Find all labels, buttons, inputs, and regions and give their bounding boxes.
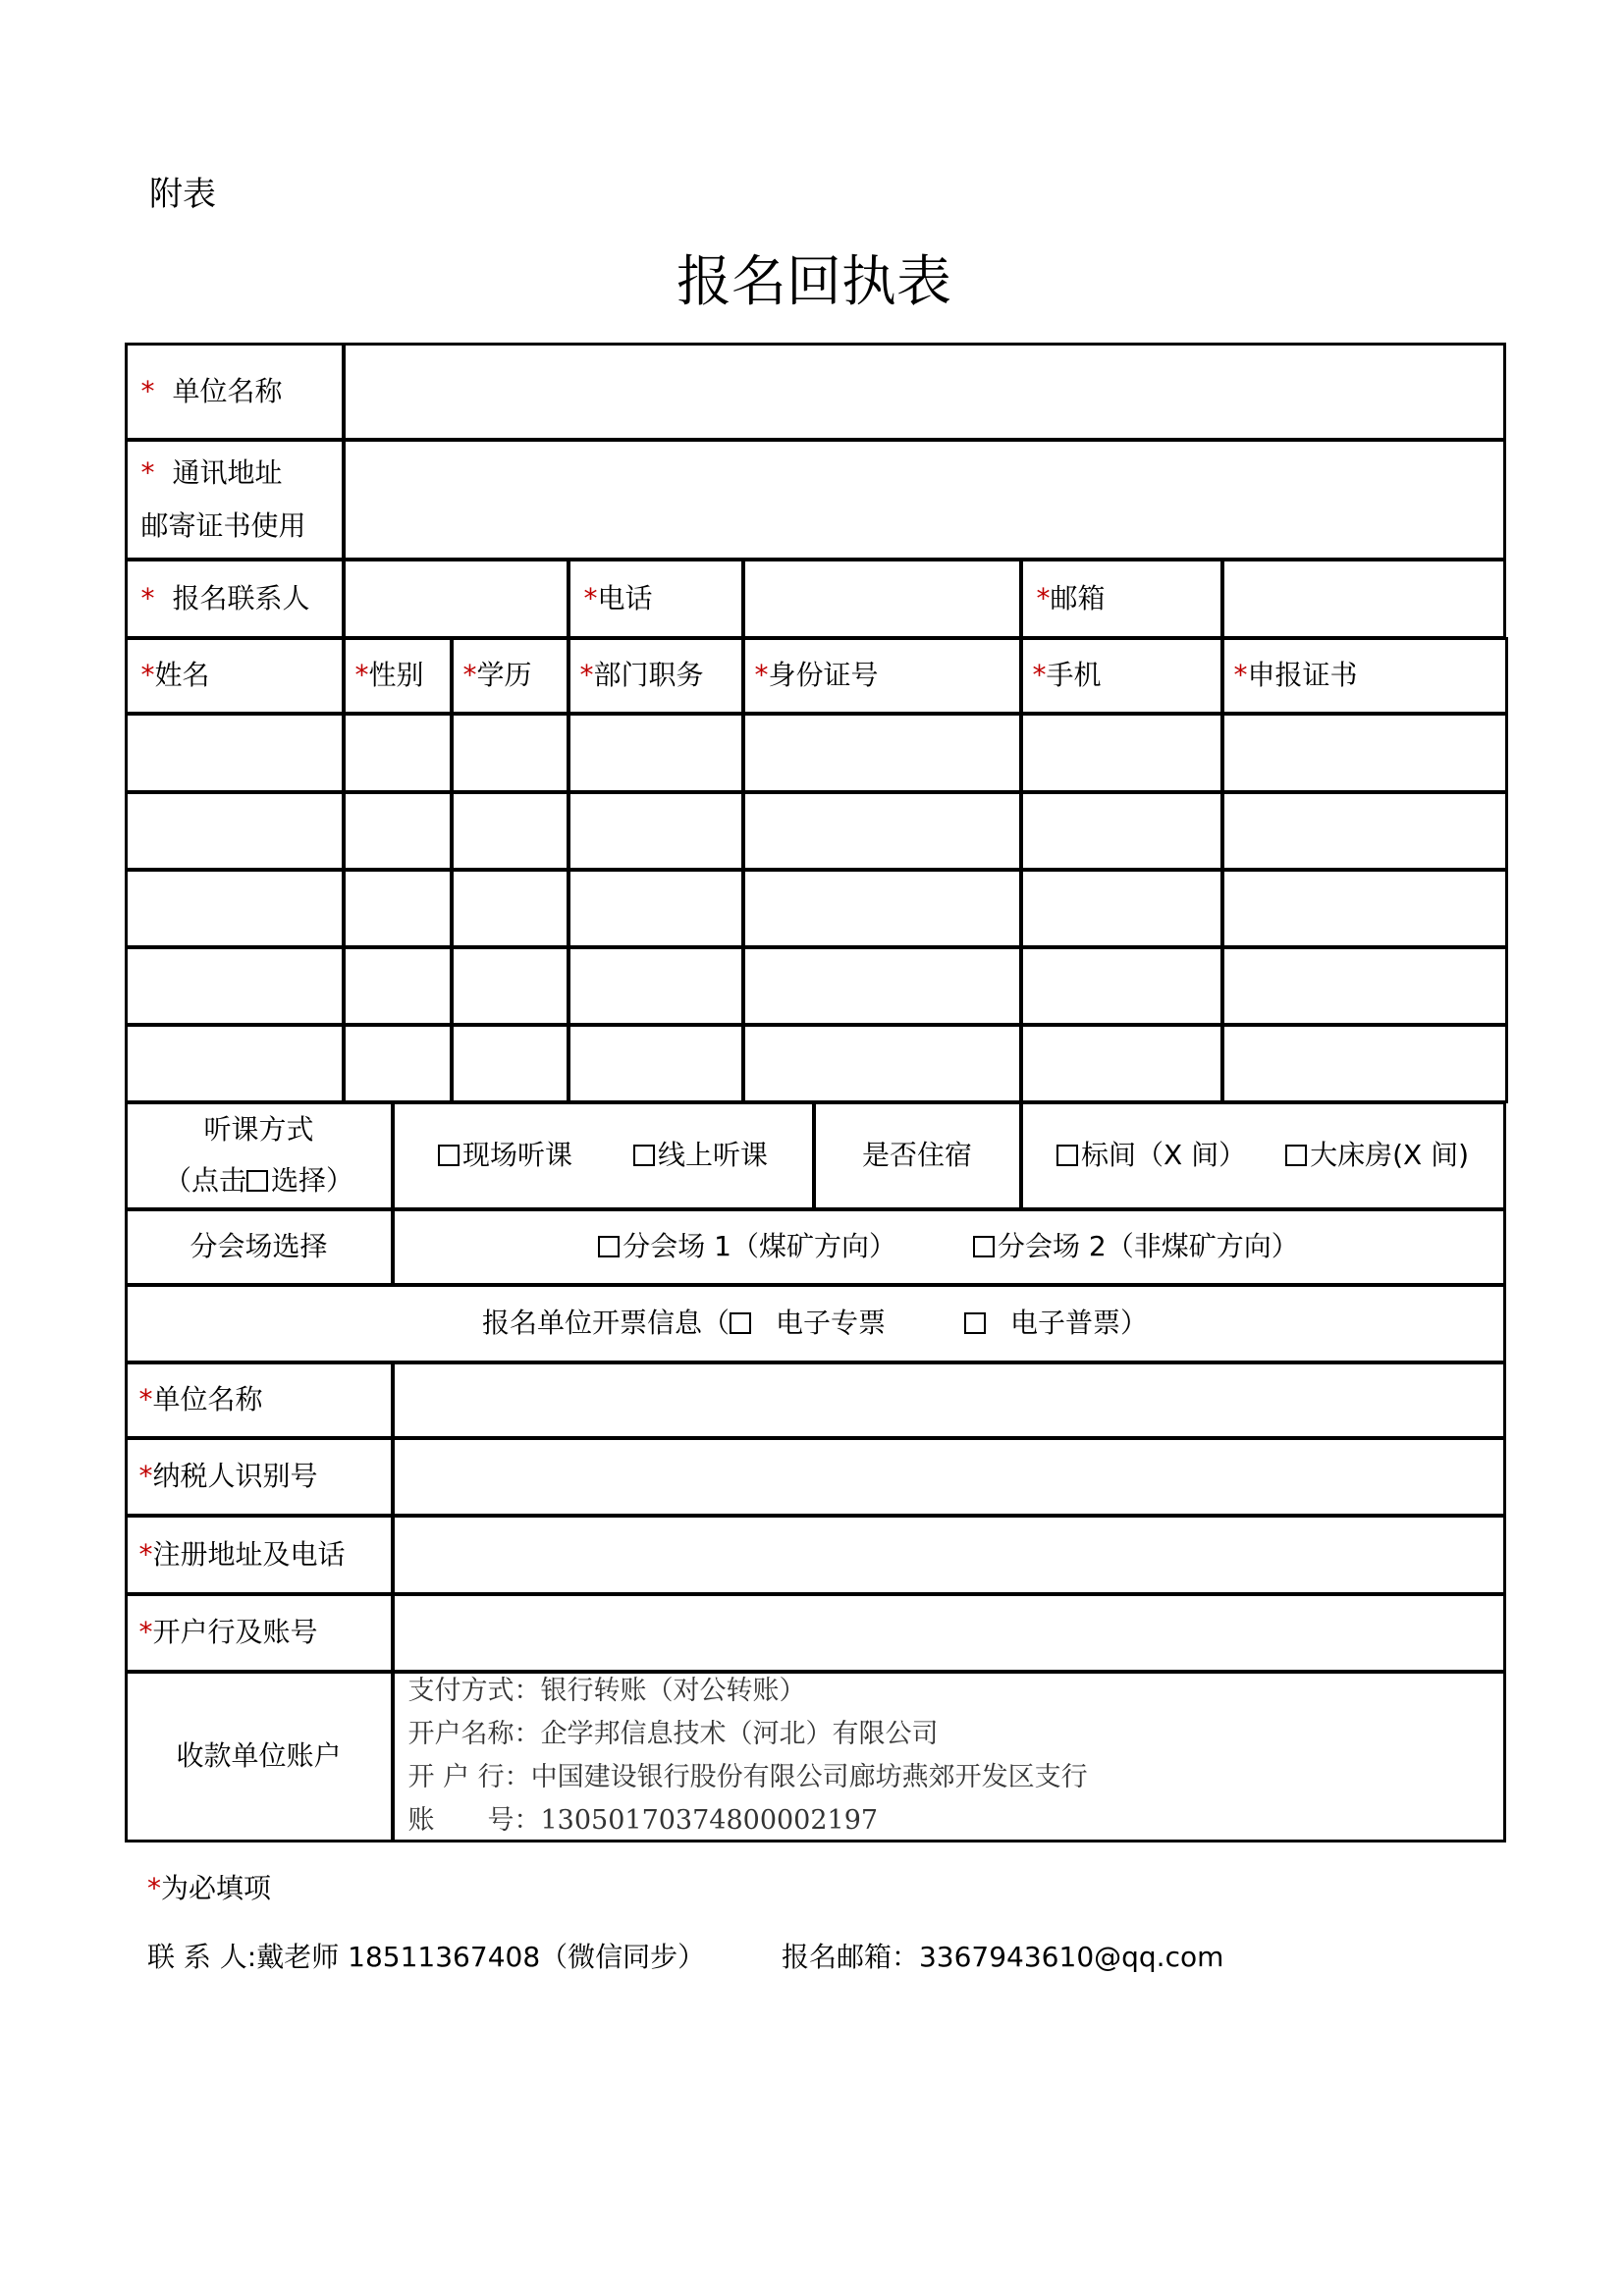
checkbox-icon[interactable] [598, 1236, 620, 1257]
contact-label: 报名联系人 [172, 581, 310, 614]
appendix-label: 附表 [149, 175, 216, 214]
required-mark: * [140, 455, 155, 489]
payee-line-bank: 开 户 行：中国建设银行股份有限公司廊坊燕郊开发区支行 [407, 1762, 1088, 1792]
attendee-mobile-input[interactable] [1020, 946, 1223, 1026]
invoice-field-label: 纳税人识别号 [152, 1460, 318, 1492]
invoice-heading: 报名单位开票信息（ 电子专票 电子普票 ） [125, 1284, 1506, 1363]
required-mark: * [1233, 659, 1248, 691]
attendance-label: 听课方式 [203, 1113, 314, 1146]
unit-name-input[interactable] [343, 343, 1506, 441]
attendee-education-input[interactable] [451, 791, 569, 871]
contact-phone: 18511367408 [348, 1941, 541, 1973]
invoice-field-label: 开户行及账号 [152, 1616, 318, 1648]
attendee-certificate-input[interactable] [1221, 869, 1508, 948]
option-king-room[interactable]: 大床房(X 间) [1285, 1136, 1469, 1175]
contact-name: 戴老师 [256, 1941, 340, 1973]
required-mark: * [138, 1616, 153, 1648]
address-label-cell [125, 439, 345, 561]
invoice-registered-address-phone-input[interactable] [392, 1515, 1506, 1595]
payee-line-account-number: 账 号：13050170374800002197 [407, 1805, 879, 1836]
column-header-label: 部门职务 [593, 659, 704, 691]
required-note: *为必填项 [147, 1872, 272, 1904]
invoice-taxpayer-id-label-cell [125, 1437, 394, 1517]
invoice-registered-address-phone-label-cell [125, 1515, 394, 1595]
column-header-certificate [1221, 637, 1508, 715]
column-header-label: 身份证号 [768, 659, 879, 691]
address-input[interactable] [343, 439, 1506, 561]
attendee-department-title-input[interactable] [568, 791, 744, 871]
option-venue-2[interactable]: 分会场 2（非煤矿方向） [973, 1227, 1299, 1266]
column-header-id-number [742, 637, 1022, 715]
required-mark: * [583, 581, 598, 614]
invoice-field-label: 单位名称 [152, 1383, 263, 1415]
invoice-unit-name-label-cell [125, 1362, 394, 1439]
attendee-department-title-input[interactable] [568, 869, 744, 948]
invoice-taxpayer-id-input[interactable] [392, 1437, 1506, 1517]
contact-input[interactable] [343, 559, 569, 639]
checkbox-icon[interactable] [973, 1236, 995, 1257]
option-venue-1[interactable]: 分会场 1（煤矿方向） [598, 1227, 896, 1266]
invoice-type-special[interactable]: 电子专票 [730, 1304, 886, 1343]
attendee-department-title-input[interactable] [568, 713, 744, 793]
column-header-label: 姓名 [154, 659, 210, 691]
invoice-type-normal[interactable]: 电子普票 [964, 1304, 1120, 1343]
invoice-bank-account-input[interactable] [392, 1593, 1506, 1673]
required-mark: * [462, 659, 477, 691]
attendee-department-title-input[interactable] [568, 1024, 744, 1103]
email-label: 邮箱 [1050, 581, 1106, 614]
attendee-name-input[interactable] [125, 713, 345, 793]
registration-email-label: 报名邮箱： [781, 1941, 919, 1973]
required-mark: * [579, 659, 594, 691]
email-label-cell [1020, 559, 1223, 639]
required-mark: * [754, 659, 769, 691]
lodging-label: 是否住宿 [813, 1101, 1022, 1210]
column-header-label: 性别 [368, 659, 424, 691]
required-mark: * [140, 581, 155, 614]
attendee-education-input[interactable] [451, 869, 569, 948]
phone-label-cell [568, 559, 744, 639]
attendance-options-cell [392, 1101, 815, 1210]
address-note: 邮寄证书使用 [140, 508, 306, 542]
checkbox-icon[interactable] [438, 1145, 460, 1166]
option-onsite[interactable]: 现场听课 [438, 1136, 572, 1175]
column-header-department-title [568, 637, 744, 715]
email-input[interactable] [1221, 559, 1506, 639]
attendee-name-input[interactable] [125, 791, 345, 871]
attendee-department-title-input[interactable] [568, 946, 744, 1026]
venue-label: 分会场选择 [125, 1208, 394, 1286]
attendee-gender-input[interactable] [343, 791, 453, 871]
required-mark: * [1036, 581, 1051, 614]
phone-input[interactable] [742, 559, 1022, 639]
phone-label: 电话 [597, 581, 653, 614]
column-header-label: 学历 [476, 659, 532, 691]
option-standard-room[interactable]: 标间（X 间） [1056, 1136, 1246, 1175]
attendee-certificate-input[interactable] [1221, 713, 1508, 793]
attendee-mobile-input[interactable] [1020, 713, 1223, 793]
attendee-education-input[interactable] [451, 946, 569, 1026]
registration-email[interactable]: 3367943610@qq.com [918, 1941, 1224, 1973]
invoice-field-label: 注册地址及电话 [152, 1537, 346, 1571]
attendee-id-number-input[interactable] [742, 946, 1022, 1026]
attendee-mobile-input[interactable] [1020, 791, 1223, 871]
attendee-id-number-input[interactable] [742, 1024, 1022, 1103]
attendee-certificate-input[interactable] [1221, 791, 1508, 871]
column-header-education [451, 637, 569, 715]
checkbox-icon[interactable] [1285, 1145, 1307, 1166]
attendee-certificate-input[interactable] [1221, 1024, 1508, 1103]
attendee-gender-input[interactable] [343, 1024, 453, 1103]
required-mark: * [140, 374, 155, 407]
attendee-education-input[interactable] [451, 713, 569, 793]
attendance-hint: （点击 选择） [163, 1164, 354, 1197]
contact-line [147, 1938, 1223, 1977]
attendee-name-input[interactable] [125, 869, 345, 948]
payee-details [392, 1671, 1506, 1842]
attendee-certificate-input[interactable] [1221, 946, 1508, 1026]
required-mark: * [354, 659, 369, 691]
contact-note: （微信同步） [540, 1941, 706, 1973]
invoice-bank-account-label-cell [125, 1593, 394, 1673]
contact-label: 联 系 人: [147, 1941, 257, 1973]
attendee-education-input[interactable] [451, 1024, 569, 1103]
lodging-options-cell [1020, 1101, 1506, 1210]
attendee-gender-input[interactable] [343, 713, 453, 793]
attendee-mobile-input[interactable] [1020, 869, 1223, 948]
attendee-id-number-input[interactable] [742, 869, 1022, 948]
column-header-gender [343, 637, 453, 715]
checkbox-icon[interactable] [633, 1145, 655, 1166]
page-title: 报名回执表 [677, 250, 951, 314]
attendee-mobile-input[interactable] [1020, 1024, 1223, 1103]
checkbox-icon[interactable] [964, 1312, 986, 1334]
venue-options-cell [392, 1208, 1506, 1286]
contact-label-cell [125, 559, 345, 639]
invoice-unit-name-input[interactable] [392, 1362, 1506, 1439]
required-mark: * [1032, 659, 1047, 691]
unit-name-label-cell [125, 343, 345, 441]
payee-line-payment-method: 支付方式：银行转账（对公转账） [407, 1676, 806, 1706]
checkbox-icon[interactable] [1056, 1145, 1078, 1166]
option-online[interactable]: 线上听课 [633, 1136, 768, 1175]
column-header-name [125, 637, 345, 715]
required-mark: * [140, 659, 155, 691]
attendee-name-input[interactable] [125, 1024, 345, 1103]
address-label: 通讯地址 [172, 455, 283, 489]
payee-label: 收款单位账户 [125, 1671, 394, 1842]
checkbox-icon [246, 1170, 268, 1192]
required-mark: * [138, 1383, 153, 1415]
required-mark: * [138, 1460, 153, 1492]
payee-line-account-name: 开户名称：企学邦信息技术（河北）有限公司 [407, 1719, 939, 1749]
column-header-label: 手机 [1046, 659, 1102, 691]
attendee-id-number-input[interactable] [742, 713, 1022, 793]
attendee-gender-input[interactable] [343, 946, 453, 1026]
column-header-mobile [1020, 637, 1223, 715]
required-mark: * [138, 1537, 153, 1571]
attendee-id-number-input[interactable] [742, 791, 1022, 871]
column-header-label: 申报证书 [1247, 659, 1358, 691]
attendance-label-cell [125, 1101, 394, 1210]
unit-name-label: 单位名称 [172, 374, 283, 407]
checkbox-icon[interactable] [730, 1312, 751, 1334]
attendee-name-input[interactable] [125, 946, 345, 1026]
attendee-gender-input[interactable] [343, 869, 453, 948]
